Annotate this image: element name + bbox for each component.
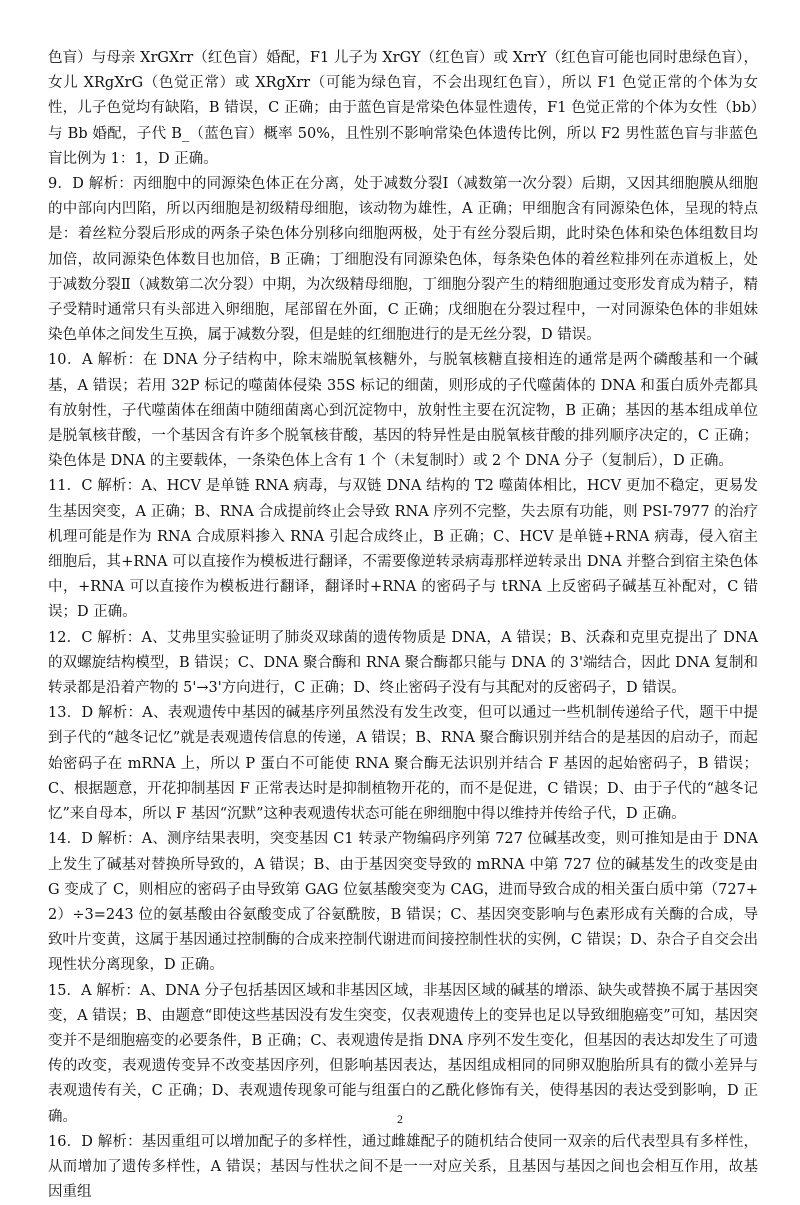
paragraph-continued: 色盲）与母亲 XrGXrr（红色盲）婚配，F1 儿子为 XrGY（红色盲）或 XrrY（红色盲可能也同时患绿色盲），女儿 XRgXrG（色觉正常）或 XRgXrr（可能为绿色盲，不会出现红色盲），所以 F1 色觉正常的个体为女性，儿子色觉均有缺陷，B 错误，C 正确；由于蓝色盲是常染色体显性遗传，F1 色觉正常的个体为女性（bb）与 Bb 婚配，子代 B_（蓝色盲）概率 50%，且性别不影响常染色体遗传比例，所以 F2 男性蓝色盲与非蓝色盲比例为 1：1，D 正确。: [48, 50, 758, 167]
answer-16: 16．D 解析：基因重组可以增加配子的多样性，通过雌雄配子的随机结合使同一双亲的后代表型具有多样性，从而增加了遗传多样性，A 错误；基因与性状之间不是一一对应关系，且基因与基因之间也会相互作用，故基因重组: [48, 1133, 758, 1201]
answer-11: 11．C 解析：A、HCV 是单链 RNA 病毒，与双链 DNA 结构的 T2 噬菌体相比，HCV 更加不稳定，更易发生基因突变，A 正确；B、RNA 合成提前终止会导致 RNA 序列不完整，失去原有功能，则 PSI-7977 的治疗机理可能是作为 RNA 合成原料掺入 RNA 引起合成终止，B 正确；C、HCV 是单链+RNA 病毒，侵入宿主细胞后，其+RNA 可以直接作为模板进行翻译，不需要像逆转录病毒那样逆转录出 DNA 并整合到宿主染色体中，+RNA 可以直接作为模板进行翻译，翻译时+RNA 的密码子与 tRNA 上反密码子碱基互补配对，C 错误；D 正确。: [48, 478, 758, 621]
answer-9: 9．D 解析：丙细胞中的同源染色体正在分离，处于减数分裂Ⅰ（减数第一次分裂）后期，又因其细胞膜从细胞的中部向内凹陷，所以丙细胞是初级精母细胞，该动物为雄性，A 正确；甲细胞含有同源染色体，呈现的特点是：着丝粒分裂后形成的两条子染色体分别移向细胞两极，处于有丝分裂后期，此时染色体和染色体组数目均加倍，故同源染色体数目也加倍，B 正确；丁细胞没有同源染色体，每条染色体的着丝粒排列在赤道板上，处于减数分裂Ⅱ（减数第二次分裂）中期，为次级精母细胞，丁细胞分裂产生的精细胞通过变形发育成为精子，精子受精时通常只有头部进入卵细胞，尾部留在外面，C 正确；戊细胞在分裂过程中，一对同源染色体的非姐妹染色单体之间发生互换，属于减数分裂，但是蛙的红细胞进行的是无丝分裂，D 错误。: [48, 176, 758, 344]
answer-13: 13．D 解析：A、表观遗传中基因的碱基序列虽然没有发生改变，但可以通过一些机制传递给子代，题干中提到子代的“越冬记忆”就是表观遗传信息的传递，A 错误；B、RNA 聚合酶识别并结合的是基因的启动子，而起始密码子在 mRNA 上，所以 P 蛋白不可能使 RNA 聚合酶无法识别并结合 F 基因的起始密码子，B 错误；C、根据题意，开花抑制基因 F 正常表达时是抑制植物开花的，而不是促进，C 错误；D、由于子代的“越冬记忆”来自母本，所以 F 基因“沉默”这种表观遗传状态可能在卵细胞中得以维持并传给子代，D 正确。: [48, 705, 758, 823]
page-number: 2: [397, 1112, 403, 1126]
answer-12: 12．C 解析：A、艾弗里实验证明了肺炎双球菌的遗传物质是 DNA，A 错误；B、沃森和克里克提出了 DNA 的双螺旋结构模型，B 错误；C、DNA 聚合酶和 RNA 聚合酶都只能与 DNA 的 3'端结合，因此 DNA 复制和转录都是沿着产物的 5'→3'方向进行，C 正确；D、终止密码子没有与其配对的反密码子，D 错误。: [48, 629, 758, 697]
answer-10: 10．A 解析：在 DNA 分子结构中，除末端脱氧核糖外，与脱氧核糖直接相连的通常是两个磷酸基和一个碱基，A 错误；若用 32P 标记的噬菌体侵染 35S 标记的细菌，则形成的子代噬菌体的 DNA 和蛋白质外壳都具有放射性，子代噬菌体在细菌中随细菌离心到沉淀物中，放射性主要在沉淀物，B 正确；基因的基本组成单位是脱氧核苷酸，一个基因含有许多个脱氧核苷酸，基因的特异性是由脱氧核苷酸的排列顺序决定的，C 正确；染色体是 DNA 的主要载体，一条染色体上含有 1 个（未复制时）或 2 个 DNA 分子（复制后），D 正确。: [48, 352, 758, 470]
answer-15: 15．A 解析：A、DNA 分子包括基因区域和非基因区域，非基因区域的碱基的增添、缺失或替换不属于基因突变，A 错误；B、由题意“即使这些基因没有发生突变，仅表观遗传上的变异也足以导致细胞癌变”可知，基因突变并不是细胞癌变的必要条件，B 正确；C、表观遗传是指 DNA 序列不发生变化，但基因的表达却发生了可遗传的改变，表观遗传变异不改变基因序列，但影响基因表达，基因组成相同的同卵双胞胎所具有的微小差异与表观遗传有关，C 正确；D、表观遗传现象可能与组蛋白的乙酰化修饰有关，使得基因的表达受到影响，D 正确。: [48, 982, 758, 1125]
answer-14: 14．D 解析：A、测序结果表明，突变基因 C1 转录产物编码序列第 727 位碱基改变，则可推知是由于 DNA 上发生了碱基对替换所导致的，A 错误；B、由于基因突变导致的 mRNA 中第 727 位的碱基发生的改变是由 G 变成了 C，则相应的密码子由导致第 GAG 位氨基酸突变为 CAG，进而导致合成的相关蛋白质中第（727+2）÷3=243 位的氨基酸由谷氨酸变成了谷氨酰胺，B 错误；C、基因突变影响与色素形成有关酶的合成，导致叶片变黄，这属于基因通过控制酶的合成来控制代谢进而间接控制性状的实例，C 错误；D、杂合子自交会出现性状分离现象，D 正确。: [48, 831, 758, 974]
answer-text-body: [48, 46, 758, 1205]
